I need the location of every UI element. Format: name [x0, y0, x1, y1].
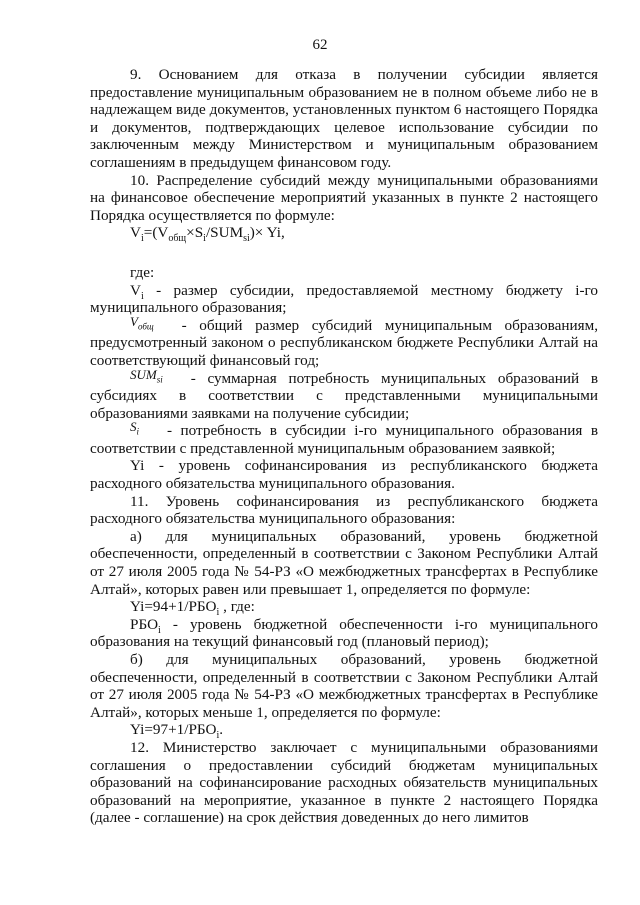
formula-part: /SUM: [205, 224, 244, 242]
formula-part: )× Yi,: [249, 224, 285, 242]
definition-vi: [90, 282, 598, 317]
formula-sub: si: [243, 233, 250, 245]
formula-sub: i: [216, 730, 220, 742]
formula-part: ×S: [186, 224, 204, 242]
formula-a: [90, 598, 598, 619]
definition-text: - общий размер субсидий муниципальным образованиям, предусмотренный законом о республиканском бюджете Республики Алтай на соответствующий финансовый год;: [90, 316, 598, 369]
paragraph-11b: б) для муниципальных образований, уровень бюджетной обеспеченности, определенный в соответствии с Законом Республики Алтай от 27 июля 2005 года № 54-РЗ «О межбюджетных трансфертах в Республике Алтай», которых меньше 1, определяется по формуле:: [90, 651, 598, 721]
formula-sub: i: [216, 607, 220, 619]
paragraph-12: 12. Министерство заключает с муниципальными образованиями соглашения о предоставлении субсидий бюджетам муниципальных образований на софинансирование расходных обязательств муниципальных образований на мероприятие, указанное в пункте 2 настоящего Порядка (далее - соглашение) на срок действия доведенных до него лимитов: [90, 738, 598, 827]
paragraph-9: 9. Основанием для отказа в получении субсидии является предоставление муниципальным образованием не в полном объеме либо не в надлежащем виде документов, установленных пунктом 6 настоящего Порядка и документов, подтверждающих целевое использование субсидии по заключенным между Министерством и муниципальным образованием соглашениям в предыдущем финансовом году.: [90, 66, 598, 171]
formula-b: [90, 721, 598, 742]
paragraph-11a: а) для муниципальных образований, уровень бюджетной обеспеченности, определенный в соответствии с Законом Республики Алтай от 27 июля 2005 года № 54-РЗ «О межбюджетных трансфертах в Республике Алтай», которых равен или превышает 1, определяется по формуле:: [90, 527, 598, 598]
definition-si: [90, 419, 598, 457]
symbol-v: V: [130, 281, 141, 299]
symbol-sub: i: [140, 290, 144, 302]
definition-vobsh: [90, 313, 598, 370]
formula-part: Yi=94+1/РБО: [130, 598, 217, 616]
definition-text: - суммарная потребность муниципальных образований в субсидиях в соответствии с представленными муниципальными образованиями заявками на получение субсидии;: [90, 369, 598, 422]
formula-part: .: [219, 721, 224, 739]
formula-part: Yi=97+1/РБО: [130, 721, 217, 739]
symbol-vobsh: $V_{общ}$: [130, 313, 154, 332]
definition-text: - размер субсидии, предоставляемой местному бюджету i-го муниципального образования;: [90, 281, 598, 317]
where-label: где:: [130, 263, 155, 281]
formula-part: =(V: [143, 224, 169, 242]
formula-part: , где:: [219, 598, 255, 616]
formula-main: [90, 224, 598, 245]
formula-sub: i: [203, 233, 206, 245]
symbol-rbo: РБО: [130, 615, 159, 633]
definition-yi: Yi - уровень софинансирования из республиканского бюджета расходного обязательства муниципального образования.: [90, 457, 598, 493]
definition-sum: [90, 366, 598, 423]
paragraph-11: 11. Уровень софинансирования из республиканского бюджета расходного обязательства муниципального образования:: [90, 492, 598, 528]
formula-sub: i: [140, 233, 144, 245]
definition-text: - потребность в субсидии i-го муниципального образования в соответствии с представленной муниципальным образованием заявкой;: [90, 422, 598, 457]
paragraph-10: 10. Распределение субсидий между муниципальными образованиями на финансовое обеспечение мероприятий указанных в пункте 2 настоящего Порядка осуществляется по формуле:: [90, 171, 598, 224]
definition-rbo: [90, 616, 598, 651]
definition-text: - уровень бюджетной обеспеченности i-го муниципального образования на текущий финансовый год (плановый период);: [90, 615, 598, 651]
formula-part: V: [130, 224, 141, 242]
page-number: 62: [312, 37, 328, 53]
document-body: [90, 66, 598, 827]
symbol-sub: i: [158, 624, 161, 636]
symbol-sum: $SUM_{si}$: [130, 366, 163, 385]
symbol-s: $S_i$: [130, 419, 140, 437]
formula-sub: общ: [168, 233, 187, 245]
